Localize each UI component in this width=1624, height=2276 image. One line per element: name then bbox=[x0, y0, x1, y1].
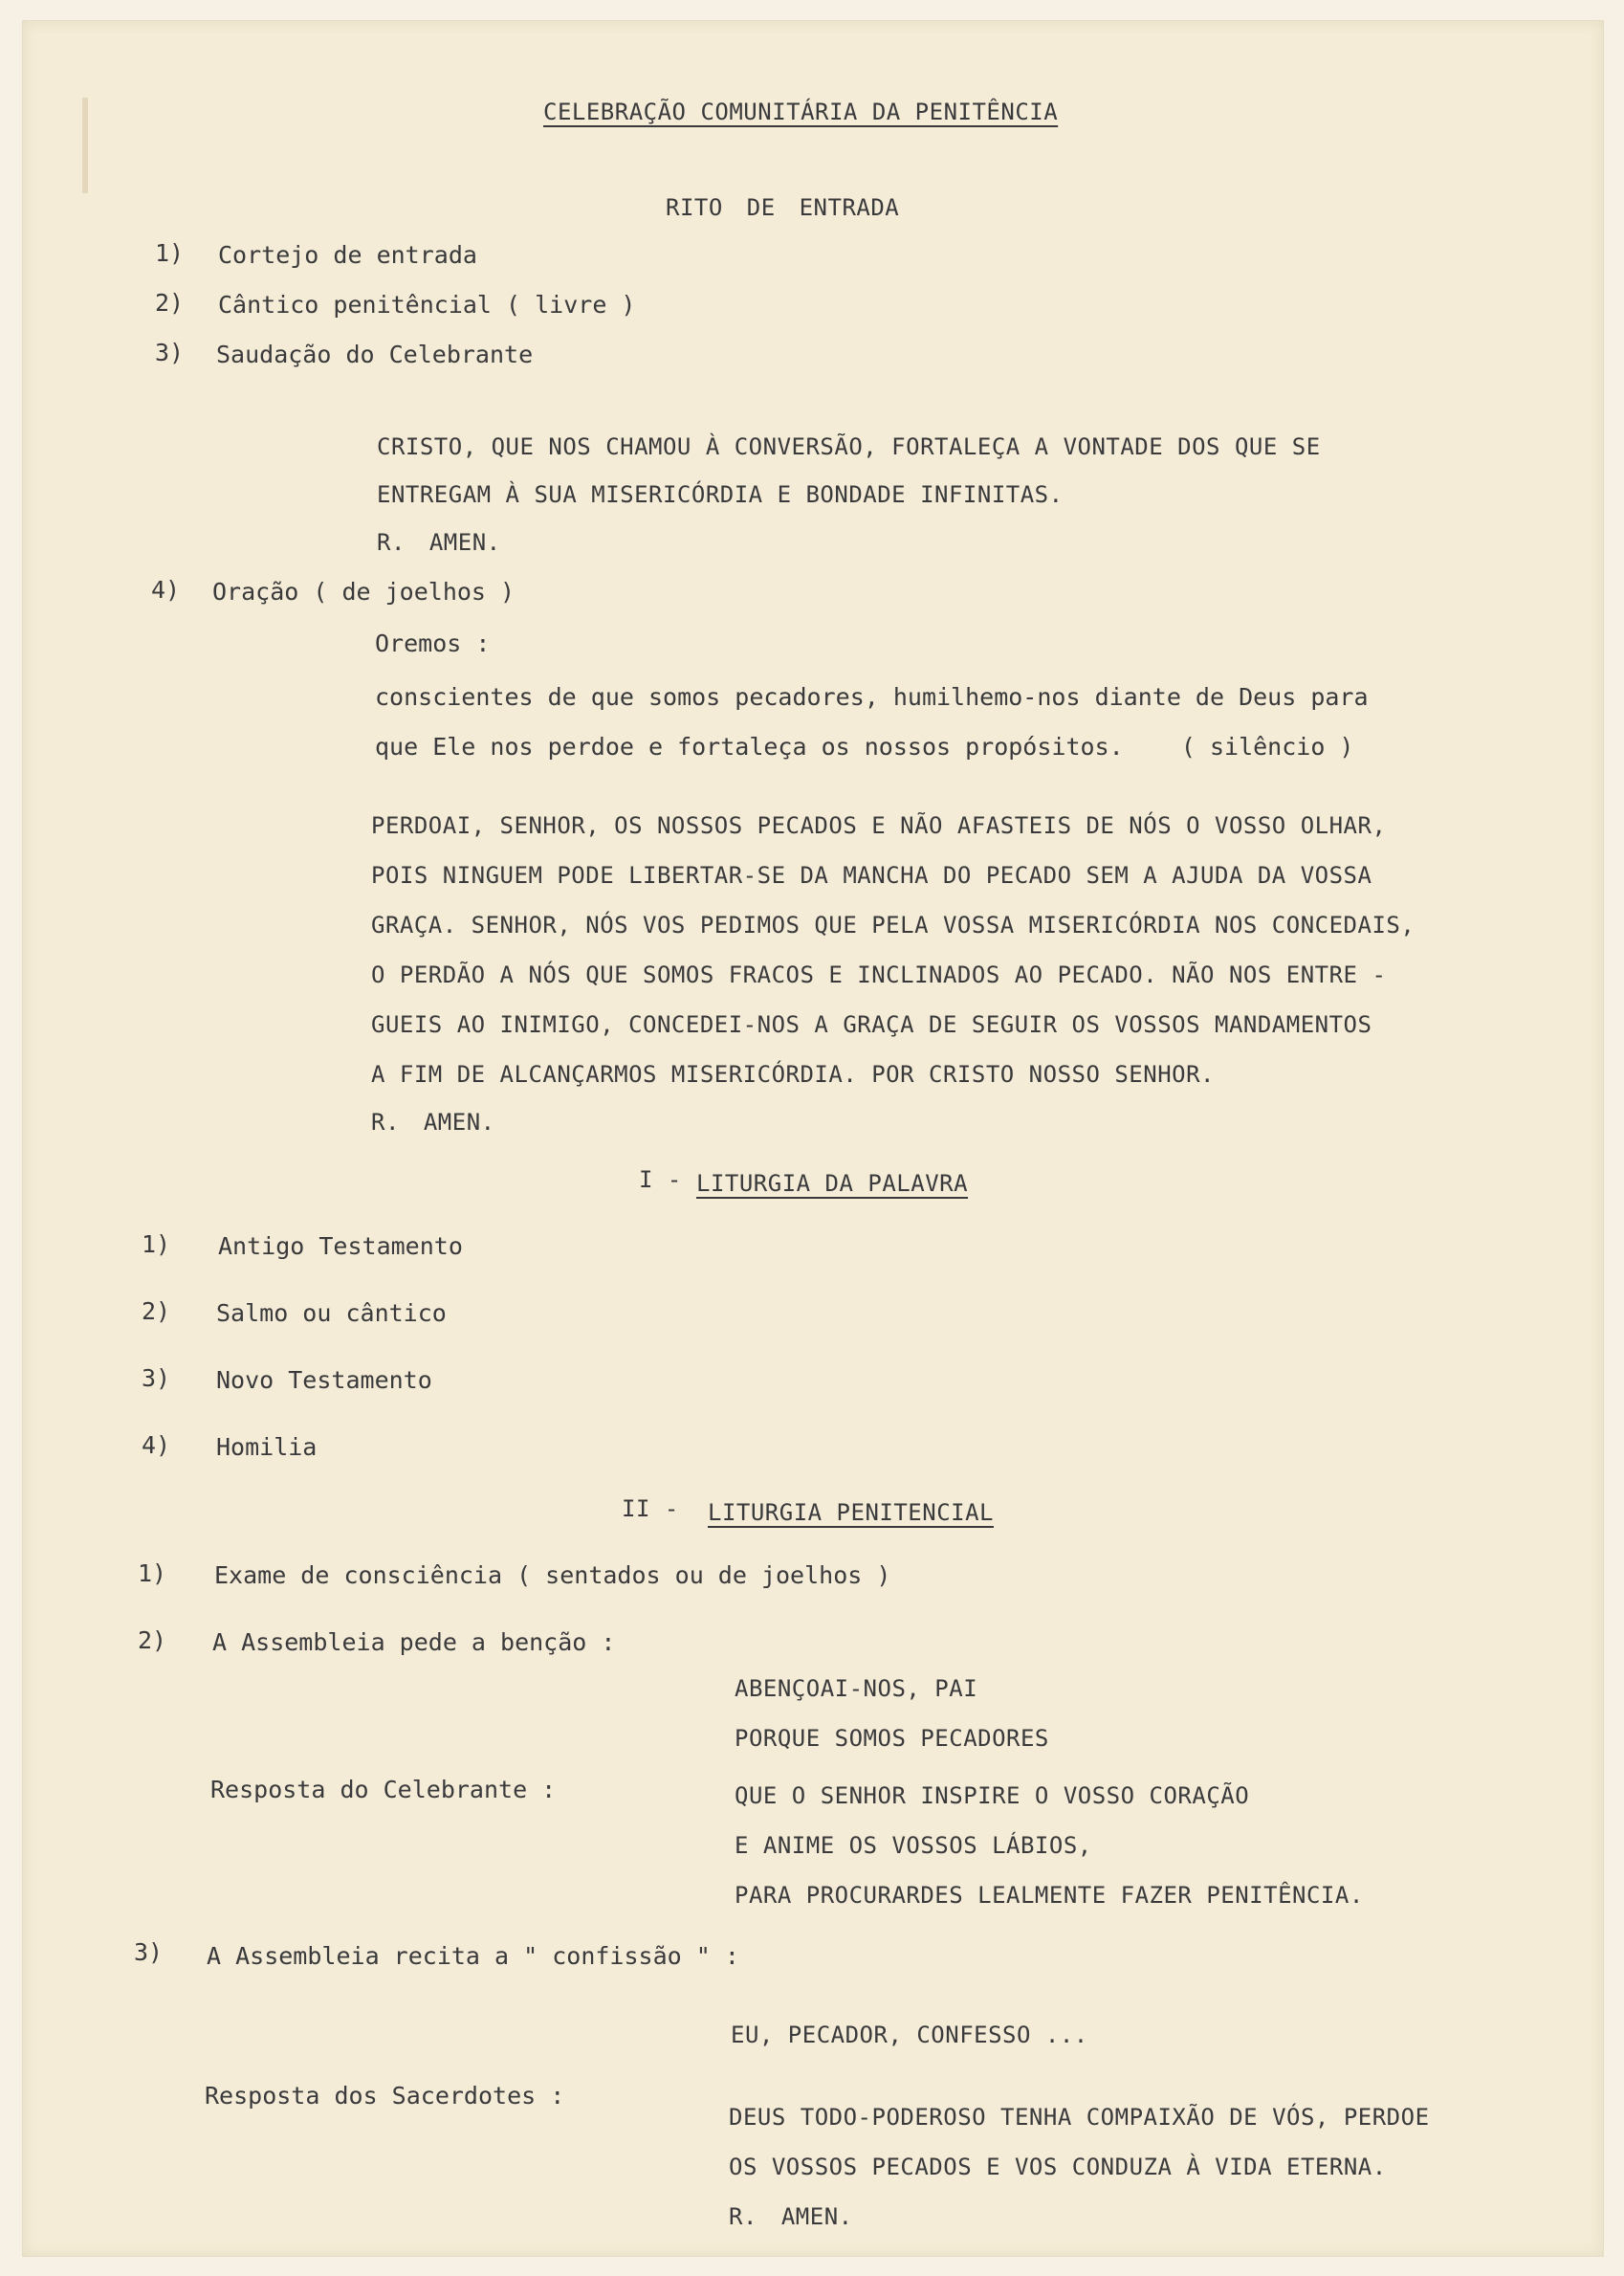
list-item-text: Homilia bbox=[216, 1433, 318, 1461]
priests-reply-response: R. AMEN. bbox=[729, 2203, 853, 2230]
item-number: 2) bbox=[155, 289, 185, 317]
section-prefix: II - bbox=[622, 1495, 679, 1522]
prayer-line: GRAÇA. SENHOR, NÓS VOS PEDIMOS QUE PELA VOSSA MISERICÓRDIA NOS CONCEDAIS, bbox=[371, 912, 1416, 939]
document-title: CELEBRAÇÃO COMUNITÁRIA DA PENITÊNCIA bbox=[543, 99, 1059, 125]
oremos-label: Oremos : bbox=[375, 630, 491, 657]
section-heading-penitencial: LITURGIA PENITENCIAL bbox=[708, 1499, 994, 1526]
prayer-response: R. AMEN. bbox=[371, 1109, 495, 1136]
item-number: 2) bbox=[138, 1626, 167, 1654]
section-prefix: I - bbox=[639, 1166, 682, 1193]
celebrant-label: Resposta do Celebrante : bbox=[210, 1776, 557, 1803]
section-heading-palavra: LITURGIA DA PALAVRA bbox=[696, 1170, 969, 1197]
prayer-line: PERDOAI, SENHOR, OS NOSSOS PECADOS E NÃO AFASTEIS DE NÓS O VOSSO OLHAR, bbox=[371, 812, 1387, 839]
prayer-line: GUEIS AO INIMIGO, CONCEDEI-NOS A GRAÇA DE SEGUIR OS VOSSOS MANDAMENTOS bbox=[371, 1011, 1372, 1038]
prayer-line: A FIM DE ALCANÇARMOS MISERICÓRDIA. POR CRISTO NOSSO SENHOR. bbox=[371, 1061, 1216, 1088]
confession-line: EU, PECADOR, CONFESSO ... bbox=[731, 2022, 1088, 2048]
greeting-line: CRISTO, QUE NOS CHAMOU À CONVERSÃO, FORTALEÇA A VONTADE DOS QUE SE bbox=[377, 433, 1321, 460]
item-number: 1) bbox=[155, 239, 185, 267]
celebrant-reply-line: QUE O SENHOR INSPIRE O VOSSO CORAÇÃO bbox=[735, 1782, 1250, 1809]
greeting-line: ENTREGAM À SUA MISERICÓRDIA E BONDADE INFINITAS. bbox=[377, 481, 1064, 508]
prayer-line: POIS NINGUEM PODE LIBERTAR-SE DA MANCHA DO PECADO SEM A AJUDA DA VOSSA bbox=[371, 862, 1372, 889]
assembly-request-line: PORQUE SOMOS PECADORES bbox=[735, 1725, 1049, 1752]
list-item-text: Saudação do Celebrante bbox=[216, 341, 534, 368]
list-item-text: Oração ( de joelhos ) bbox=[212, 578, 516, 606]
list-item-text: A Assembleia pede a benção : bbox=[212, 1628, 616, 1656]
item-number: 4) bbox=[151, 576, 181, 604]
celebrant-reply-line: E ANIME OS VOSSOS LÁBIOS, bbox=[735, 1832, 1092, 1859]
priests-reply-line: DEUS TODO-PODEROSO TENHA COMPAIXÃO DE VÓS, PERDOE bbox=[729, 2104, 1430, 2131]
list-item-text: Novo Testamento bbox=[216, 1366, 432, 1394]
item-number: 3) bbox=[155, 339, 185, 366]
list-item-text: Exame de consciência ( sentados ou de joelhos ) bbox=[214, 1561, 891, 1589]
document-page bbox=[23, 21, 1603, 2256]
item-number: 1) bbox=[142, 1230, 171, 1258]
celebrant-reply-line: PARA PROCURARDES LEALMENTE FAZER PENITÊNCIA. bbox=[735, 1882, 1364, 1909]
item-number: 3) bbox=[134, 1938, 164, 1966]
list-item-text: A Assembleia recita a " confissão " : bbox=[207, 1942, 739, 1970]
prayer-line: O PERDÃO A NÓS QUE SOMOS FRACOS E INCLINADOS AO PECADO. NÃO NOS ENTRE - bbox=[371, 961, 1387, 988]
item-number: 4) bbox=[142, 1431, 171, 1459]
list-item-text: Cântico penitêncial ( livre ) bbox=[218, 291, 636, 319]
list-item-text: Salmo ou cântico bbox=[216, 1299, 447, 1327]
item-number: 3) bbox=[142, 1364, 171, 1392]
item-number: 1) bbox=[138, 1559, 167, 1587]
item-number: 2) bbox=[142, 1297, 171, 1325]
list-item-text: Antigo Testamento bbox=[218, 1232, 463, 1260]
prayer-intro-line: que Ele nos perdoe e fortaleça os nossos propósitos. ( silêncio ) bbox=[375, 733, 1354, 761]
greeting-response: R. AMEN. bbox=[377, 529, 501, 556]
section-heading-rito: RITO DE ENTRADA bbox=[666, 194, 900, 221]
priests-reply-line: OS VOSSOS PECADOS E VOS CONDUZA À VIDA ETERNA. bbox=[729, 2154, 1387, 2180]
prayer-intro-line: conscientes de que somos pecadores, humilhemo-nos diante de Deus para bbox=[375, 683, 1369, 711]
tape-mark bbox=[82, 98, 88, 193]
list-item-text: Cortejo de entrada bbox=[218, 241, 477, 269]
priests-label: Resposta dos Sacerdotes : bbox=[205, 2082, 565, 2110]
assembly-request-line: ABENÇOAI-NOS, PAI bbox=[735, 1675, 978, 1702]
